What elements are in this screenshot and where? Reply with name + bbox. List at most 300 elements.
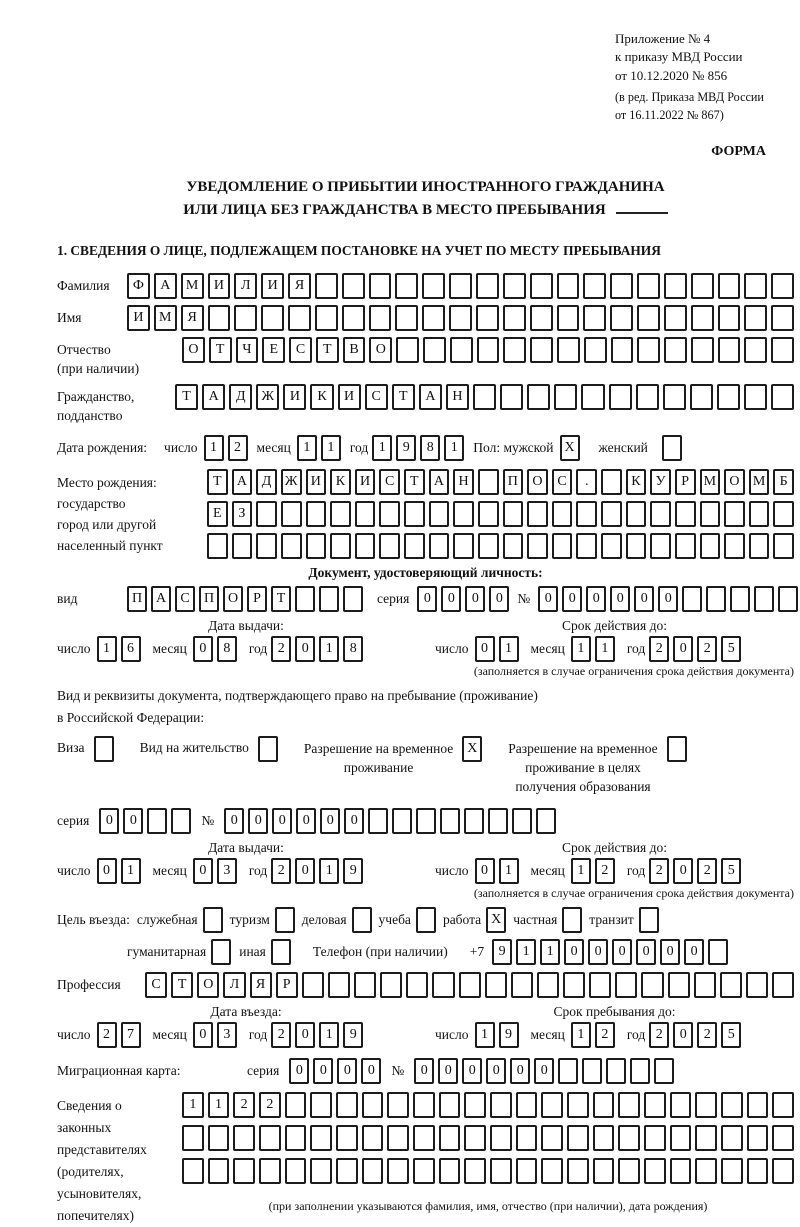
char-box[interactable]: К bbox=[626, 469, 647, 495]
char-box[interactable] bbox=[626, 501, 647, 527]
char-box[interactable] bbox=[771, 384, 794, 410]
char-box[interactable] bbox=[439, 1158, 461, 1184]
char-box[interactable] bbox=[618, 1158, 640, 1184]
char-box[interactable]: Д bbox=[229, 384, 252, 410]
char-box[interactable] bbox=[563, 972, 585, 998]
char-box[interactable]: 0 bbox=[660, 939, 680, 965]
char-box[interactable]: 7 bbox=[121, 1022, 141, 1048]
char-box[interactable] bbox=[516, 1158, 538, 1184]
char-box[interactable] bbox=[285, 1158, 307, 1184]
char-box[interactable]: 1 bbox=[499, 636, 519, 662]
char-box[interactable]: О bbox=[527, 469, 548, 495]
char-box[interactable] bbox=[721, 1158, 743, 1184]
char-box[interactable] bbox=[406, 972, 428, 998]
char-box[interactable] bbox=[208, 305, 231, 331]
char-box[interactable] bbox=[295, 586, 315, 612]
char-box[interactable]: 1 bbox=[319, 858, 339, 884]
char-box[interactable] bbox=[593, 1158, 615, 1184]
char-box[interactable]: Р bbox=[675, 469, 696, 495]
char-box[interactable] bbox=[583, 273, 606, 299]
char-box[interactable] bbox=[730, 586, 750, 612]
char-box[interactable] bbox=[537, 972, 559, 998]
char-box[interactable] bbox=[310, 1125, 332, 1151]
char-box[interactable] bbox=[567, 1158, 589, 1184]
char-box[interactable] bbox=[511, 972, 533, 998]
char-box[interactable] bbox=[567, 1092, 589, 1118]
char-box[interactable]: Т bbox=[271, 586, 291, 612]
char-box[interactable]: Я bbox=[181, 305, 204, 331]
char-box[interactable]: 0 bbox=[320, 808, 340, 834]
char-box[interactable]: 0 bbox=[612, 939, 632, 965]
char-box[interactable]: 1 bbox=[571, 858, 591, 884]
char-box[interactable] bbox=[695, 1092, 717, 1118]
char-box[interactable] bbox=[490, 1125, 512, 1151]
char-box[interactable] bbox=[453, 533, 474, 559]
char-box[interactable] bbox=[439, 1092, 461, 1118]
char-box[interactable] bbox=[589, 972, 611, 998]
char-box[interactable] bbox=[336, 1158, 358, 1184]
char-box[interactable]: 2 bbox=[697, 1022, 717, 1048]
char-box[interactable] bbox=[541, 1125, 563, 1151]
char-box[interactable] bbox=[396, 337, 419, 363]
char-box[interactable] bbox=[379, 533, 400, 559]
char-box[interactable] bbox=[432, 972, 454, 998]
char-box[interactable]: 5 bbox=[721, 858, 741, 884]
char-box[interactable] bbox=[413, 1092, 435, 1118]
char-box[interactable] bbox=[387, 1158, 409, 1184]
char-box[interactable]: 1 bbox=[204, 435, 224, 461]
char-box[interactable] bbox=[618, 1125, 640, 1151]
char-box[interactable] bbox=[747, 1125, 769, 1151]
char-box[interactable] bbox=[682, 586, 702, 612]
char-box[interactable] bbox=[449, 305, 472, 331]
char-box[interactable] bbox=[319, 586, 339, 612]
char-box[interactable] bbox=[281, 533, 302, 559]
char-box[interactable]: 1 bbox=[571, 1022, 591, 1048]
char-box[interactable] bbox=[724, 533, 745, 559]
char-box[interactable] bbox=[615, 972, 637, 998]
char-box[interactable]: 0 bbox=[295, 636, 315, 662]
char-box[interactable] bbox=[700, 533, 721, 559]
char-box[interactable]: Т bbox=[392, 384, 415, 410]
char-box[interactable] bbox=[208, 1158, 230, 1184]
char-box[interactable] bbox=[744, 305, 767, 331]
char-box[interactable]: О bbox=[724, 469, 745, 495]
char-box[interactable] bbox=[552, 533, 573, 559]
char-box[interactable] bbox=[601, 533, 622, 559]
char-box[interactable] bbox=[476, 305, 499, 331]
char-box[interactable] bbox=[369, 305, 392, 331]
char-box[interactable] bbox=[182, 1125, 204, 1151]
char-box[interactable] bbox=[664, 273, 687, 299]
char-box[interactable] bbox=[485, 972, 507, 998]
char-box[interactable] bbox=[601, 469, 622, 495]
char-box[interactable] bbox=[404, 501, 425, 527]
char-box[interactable] bbox=[708, 939, 728, 965]
char-box[interactable] bbox=[369, 273, 392, 299]
char-box[interactable] bbox=[449, 273, 472, 299]
char-box[interactable]: Т bbox=[209, 337, 232, 363]
purpose-study-checkbox[interactable] bbox=[416, 907, 436, 933]
purpose-official-checkbox[interactable] bbox=[203, 907, 223, 933]
char-box[interactable] bbox=[476, 273, 499, 299]
char-box[interactable] bbox=[259, 1158, 281, 1184]
char-box[interactable] bbox=[473, 384, 496, 410]
char-box[interactable]: С bbox=[365, 384, 388, 410]
char-box[interactable] bbox=[675, 533, 696, 559]
char-box[interactable]: 1 bbox=[444, 435, 464, 461]
char-box[interactable] bbox=[413, 1158, 435, 1184]
char-box[interactable] bbox=[516, 1092, 538, 1118]
char-box[interactable] bbox=[724, 501, 745, 527]
char-box[interactable] bbox=[557, 337, 580, 363]
char-box[interactable] bbox=[554, 384, 577, 410]
char-box[interactable]: 9 bbox=[343, 858, 363, 884]
char-box[interactable]: 0 bbox=[417, 586, 437, 612]
char-box[interactable] bbox=[478, 501, 499, 527]
char-box[interactable]: А bbox=[154, 273, 177, 299]
char-box[interactable]: Ф bbox=[127, 273, 150, 299]
char-box[interactable] bbox=[330, 501, 351, 527]
char-box[interactable]: Я bbox=[250, 972, 272, 998]
char-box[interactable]: А bbox=[202, 384, 225, 410]
char-box[interactable] bbox=[256, 501, 277, 527]
char-box[interactable] bbox=[306, 533, 327, 559]
char-box[interactable]: 0 bbox=[462, 1058, 482, 1084]
char-box[interactable]: 1 bbox=[595, 636, 615, 662]
char-box[interactable]: Е bbox=[262, 337, 285, 363]
char-box[interactable]: 2 bbox=[233, 1092, 255, 1118]
char-box[interactable]: 0 bbox=[97, 858, 117, 884]
char-box[interactable]: 1 bbox=[499, 858, 519, 884]
char-box[interactable] bbox=[330, 533, 351, 559]
char-box[interactable] bbox=[404, 533, 425, 559]
char-box[interactable]: 2 bbox=[595, 858, 615, 884]
char-box[interactable]: П bbox=[127, 586, 147, 612]
char-box[interactable]: 0 bbox=[673, 1022, 693, 1048]
char-box[interactable] bbox=[670, 1158, 692, 1184]
char-box[interactable]: 2 bbox=[697, 858, 717, 884]
char-box[interactable] bbox=[747, 1158, 769, 1184]
char-box[interactable] bbox=[527, 384, 550, 410]
char-box[interactable]: А bbox=[232, 469, 253, 495]
char-box[interactable] bbox=[695, 1125, 717, 1151]
char-box[interactable]: 5 bbox=[721, 636, 741, 662]
char-box[interactable]: С bbox=[289, 337, 312, 363]
char-box[interactable] bbox=[670, 1092, 692, 1118]
char-box[interactable]: И bbox=[127, 305, 150, 331]
char-box[interactable] bbox=[557, 273, 580, 299]
char-box[interactable] bbox=[721, 1092, 743, 1118]
char-box[interactable]: О bbox=[197, 972, 219, 998]
char-box[interactable] bbox=[744, 384, 767, 410]
char-box[interactable] bbox=[478, 533, 499, 559]
char-box[interactable]: А bbox=[151, 586, 171, 612]
char-box[interactable] bbox=[315, 273, 338, 299]
char-box[interactable] bbox=[663, 384, 686, 410]
char-box[interactable] bbox=[429, 533, 450, 559]
char-box[interactable]: Е bbox=[207, 501, 228, 527]
char-box[interactable] bbox=[233, 1158, 255, 1184]
char-box[interactable] bbox=[422, 305, 445, 331]
char-box[interactable]: 0 bbox=[510, 1058, 530, 1084]
char-box[interactable]: С bbox=[379, 469, 400, 495]
char-box[interactable] bbox=[281, 501, 302, 527]
char-box[interactable] bbox=[315, 305, 338, 331]
char-box[interactable] bbox=[717, 384, 740, 410]
char-box[interactable]: 0 bbox=[313, 1058, 333, 1084]
char-box[interactable] bbox=[429, 501, 450, 527]
purpose-other-checkbox[interactable] bbox=[271, 939, 291, 965]
char-box[interactable] bbox=[541, 1092, 563, 1118]
char-box[interactable] bbox=[606, 1058, 626, 1084]
char-box[interactable] bbox=[336, 1092, 358, 1118]
char-box[interactable] bbox=[171, 808, 191, 834]
char-box[interactable]: 5 bbox=[721, 1022, 741, 1048]
char-box[interactable]: 2 bbox=[271, 636, 291, 662]
visa-checkbox[interactable] bbox=[94, 736, 114, 762]
char-box[interactable] bbox=[182, 1158, 204, 1184]
char-box[interactable]: 0 bbox=[673, 636, 693, 662]
char-box[interactable]: 0 bbox=[193, 1022, 213, 1048]
char-box[interactable] bbox=[387, 1125, 409, 1151]
purpose-work-checkbox[interactable]: X bbox=[486, 907, 506, 933]
char-box[interactable] bbox=[557, 305, 580, 331]
char-box[interactable] bbox=[328, 972, 350, 998]
char-box[interactable]: 1 bbox=[121, 858, 141, 884]
char-box[interactable]: 2 bbox=[649, 858, 669, 884]
char-box[interactable] bbox=[772, 1158, 794, 1184]
residence-permit-checkbox[interactable] bbox=[258, 736, 278, 762]
char-box[interactable] bbox=[362, 1125, 384, 1151]
char-box[interactable] bbox=[413, 1125, 435, 1151]
char-box[interactable] bbox=[208, 1125, 230, 1151]
char-box[interactable] bbox=[611, 337, 634, 363]
char-box[interactable] bbox=[477, 337, 500, 363]
char-box[interactable] bbox=[464, 1092, 486, 1118]
char-box[interactable] bbox=[706, 586, 726, 612]
char-box[interactable]: Ж bbox=[281, 469, 302, 495]
char-box[interactable] bbox=[670, 1125, 692, 1151]
char-box[interactable]: 2 bbox=[697, 636, 717, 662]
char-box[interactable] bbox=[584, 337, 607, 363]
char-box[interactable]: Л bbox=[234, 273, 257, 299]
char-box[interactable] bbox=[464, 1125, 486, 1151]
char-box[interactable]: 0 bbox=[295, 1022, 315, 1048]
char-box[interactable] bbox=[637, 337, 660, 363]
char-box[interactable] bbox=[503, 305, 526, 331]
char-box[interactable]: 1 bbox=[97, 636, 117, 662]
char-box[interactable]: К bbox=[330, 469, 351, 495]
char-box[interactable] bbox=[618, 1092, 640, 1118]
char-box[interactable] bbox=[379, 501, 400, 527]
char-box[interactable]: 0 bbox=[123, 808, 143, 834]
char-box[interactable]: 2 bbox=[649, 636, 669, 662]
char-box[interactable]: К bbox=[310, 384, 333, 410]
char-box[interactable] bbox=[637, 305, 660, 331]
char-box[interactable] bbox=[636, 384, 659, 410]
char-box[interactable] bbox=[261, 305, 284, 331]
purpose-business-checkbox[interactable] bbox=[352, 907, 372, 933]
char-box[interactable] bbox=[694, 972, 716, 998]
char-box[interactable]: С bbox=[552, 469, 573, 495]
char-box[interactable] bbox=[387, 1092, 409, 1118]
char-box[interactable]: С bbox=[175, 586, 195, 612]
char-box[interactable] bbox=[395, 273, 418, 299]
char-box[interactable]: С bbox=[145, 972, 167, 998]
char-box[interactable]: 0 bbox=[564, 939, 584, 965]
char-box[interactable]: 3 bbox=[217, 1022, 237, 1048]
char-box[interactable] bbox=[342, 273, 365, 299]
char-box[interactable] bbox=[503, 501, 524, 527]
char-box[interactable] bbox=[675, 501, 696, 527]
char-box[interactable]: 0 bbox=[289, 1058, 309, 1084]
char-box[interactable] bbox=[423, 337, 446, 363]
char-box[interactable]: О bbox=[369, 337, 392, 363]
char-box[interactable] bbox=[772, 1092, 794, 1118]
char-box[interactable]: 0 bbox=[361, 1058, 381, 1084]
char-box[interactable]: 2 bbox=[228, 435, 248, 461]
char-box[interactable] bbox=[490, 1092, 512, 1118]
char-box[interactable]: 1 bbox=[372, 435, 392, 461]
char-box[interactable]: 9 bbox=[492, 939, 512, 965]
char-box[interactable]: Т bbox=[404, 469, 425, 495]
char-box[interactable]: И bbox=[338, 384, 361, 410]
char-box[interactable]: И bbox=[261, 273, 284, 299]
char-box[interactable] bbox=[478, 469, 499, 495]
temp-residence-checkbox[interactable]: X bbox=[462, 736, 482, 762]
char-box[interactable]: 0 bbox=[248, 808, 268, 834]
char-box[interactable]: В bbox=[343, 337, 366, 363]
char-box[interactable] bbox=[773, 533, 794, 559]
char-box[interactable]: Т bbox=[316, 337, 339, 363]
char-box[interactable]: 2 bbox=[271, 858, 291, 884]
char-box[interactable] bbox=[593, 1092, 615, 1118]
char-box[interactable] bbox=[749, 533, 770, 559]
char-box[interactable]: 0 bbox=[465, 586, 485, 612]
char-box[interactable] bbox=[147, 808, 167, 834]
char-box[interactable]: 0 bbox=[296, 808, 316, 834]
char-box[interactable] bbox=[207, 533, 228, 559]
char-box[interactable] bbox=[336, 1125, 358, 1151]
char-box[interactable]: 0 bbox=[658, 586, 678, 612]
char-box[interactable] bbox=[664, 337, 687, 363]
char-box[interactable] bbox=[288, 305, 311, 331]
char-box[interactable]: П bbox=[199, 586, 219, 612]
char-box[interactable] bbox=[355, 533, 376, 559]
char-box[interactable]: 0 bbox=[636, 939, 656, 965]
edu-residence-checkbox[interactable] bbox=[667, 736, 687, 762]
char-box[interactable] bbox=[285, 1125, 307, 1151]
char-box[interactable] bbox=[500, 384, 523, 410]
male-checkbox[interactable]: X bbox=[560, 435, 580, 461]
char-box[interactable] bbox=[583, 305, 606, 331]
char-box[interactable] bbox=[718, 337, 741, 363]
char-box[interactable] bbox=[744, 273, 767, 299]
char-box[interactable] bbox=[721, 1125, 743, 1151]
char-box[interactable] bbox=[302, 972, 324, 998]
char-box[interactable]: Р bbox=[276, 972, 298, 998]
char-box[interactable] bbox=[395, 305, 418, 331]
char-box[interactable]: 0 bbox=[610, 586, 630, 612]
char-box[interactable] bbox=[626, 533, 647, 559]
char-box[interactable] bbox=[285, 1092, 307, 1118]
char-box[interactable]: М bbox=[181, 273, 204, 299]
char-box[interactable] bbox=[362, 1158, 384, 1184]
char-box[interactable] bbox=[773, 501, 794, 527]
char-box[interactable] bbox=[644, 1158, 666, 1184]
char-box[interactable] bbox=[718, 305, 741, 331]
char-box[interactable] bbox=[754, 586, 774, 612]
char-box[interactable] bbox=[527, 501, 548, 527]
char-box[interactable]: 0 bbox=[344, 808, 364, 834]
char-box[interactable] bbox=[256, 533, 277, 559]
char-box[interactable]: 1 bbox=[297, 435, 317, 461]
char-box[interactable] bbox=[464, 808, 484, 834]
char-box[interactable] bbox=[720, 972, 742, 998]
char-box[interactable] bbox=[503, 337, 526, 363]
char-box[interactable]: 1 bbox=[321, 435, 341, 461]
char-box[interactable]: 0 bbox=[634, 586, 654, 612]
char-box[interactable]: П bbox=[503, 469, 524, 495]
char-box[interactable] bbox=[668, 972, 690, 998]
char-box[interactable] bbox=[582, 1058, 602, 1084]
char-box[interactable]: 8 bbox=[420, 435, 440, 461]
char-box[interactable] bbox=[610, 305, 633, 331]
char-box[interactable]: Н bbox=[453, 469, 474, 495]
char-box[interactable]: 2 bbox=[259, 1092, 281, 1118]
char-box[interactable] bbox=[368, 808, 388, 834]
char-box[interactable]: 0 bbox=[99, 808, 119, 834]
char-box[interactable] bbox=[530, 273, 553, 299]
char-box[interactable]: 0 bbox=[193, 636, 213, 662]
char-box[interactable] bbox=[691, 273, 714, 299]
purpose-private-checkbox[interactable] bbox=[562, 907, 582, 933]
char-box[interactable]: Р bbox=[247, 586, 267, 612]
char-box[interactable] bbox=[558, 1058, 578, 1084]
char-box[interactable]: 1 bbox=[319, 1022, 339, 1048]
char-box[interactable]: 1 bbox=[208, 1092, 230, 1118]
char-box[interactable]: 0 bbox=[486, 1058, 506, 1084]
char-box[interactable] bbox=[259, 1125, 281, 1151]
char-box[interactable]: 1 bbox=[516, 939, 536, 965]
char-box[interactable] bbox=[610, 273, 633, 299]
char-box[interactable]: 0 bbox=[193, 858, 213, 884]
char-box[interactable]: Н bbox=[446, 384, 469, 410]
char-box[interactable] bbox=[232, 533, 253, 559]
char-box[interactable] bbox=[772, 972, 794, 998]
char-box[interactable]: И bbox=[208, 273, 231, 299]
char-box[interactable] bbox=[576, 501, 597, 527]
char-box[interactable] bbox=[771, 273, 794, 299]
char-box[interactable]: 2 bbox=[649, 1022, 669, 1048]
char-box[interactable]: 0 bbox=[562, 586, 582, 612]
char-box[interactable] bbox=[362, 1092, 384, 1118]
char-box[interactable] bbox=[771, 337, 794, 363]
char-box[interactable] bbox=[576, 533, 597, 559]
char-box[interactable]: Т bbox=[207, 469, 228, 495]
female-checkbox[interactable] bbox=[662, 435, 682, 461]
char-box[interactable] bbox=[593, 1125, 615, 1151]
char-box[interactable]: 0 bbox=[673, 858, 693, 884]
char-box[interactable] bbox=[771, 305, 794, 331]
char-box[interactable]: Я bbox=[288, 273, 311, 299]
char-box[interactable]: Л bbox=[223, 972, 245, 998]
char-box[interactable]: 0 bbox=[337, 1058, 357, 1084]
char-box[interactable]: А bbox=[419, 384, 442, 410]
char-box[interactable]: 2 bbox=[271, 1022, 291, 1048]
char-box[interactable]: И bbox=[283, 384, 306, 410]
